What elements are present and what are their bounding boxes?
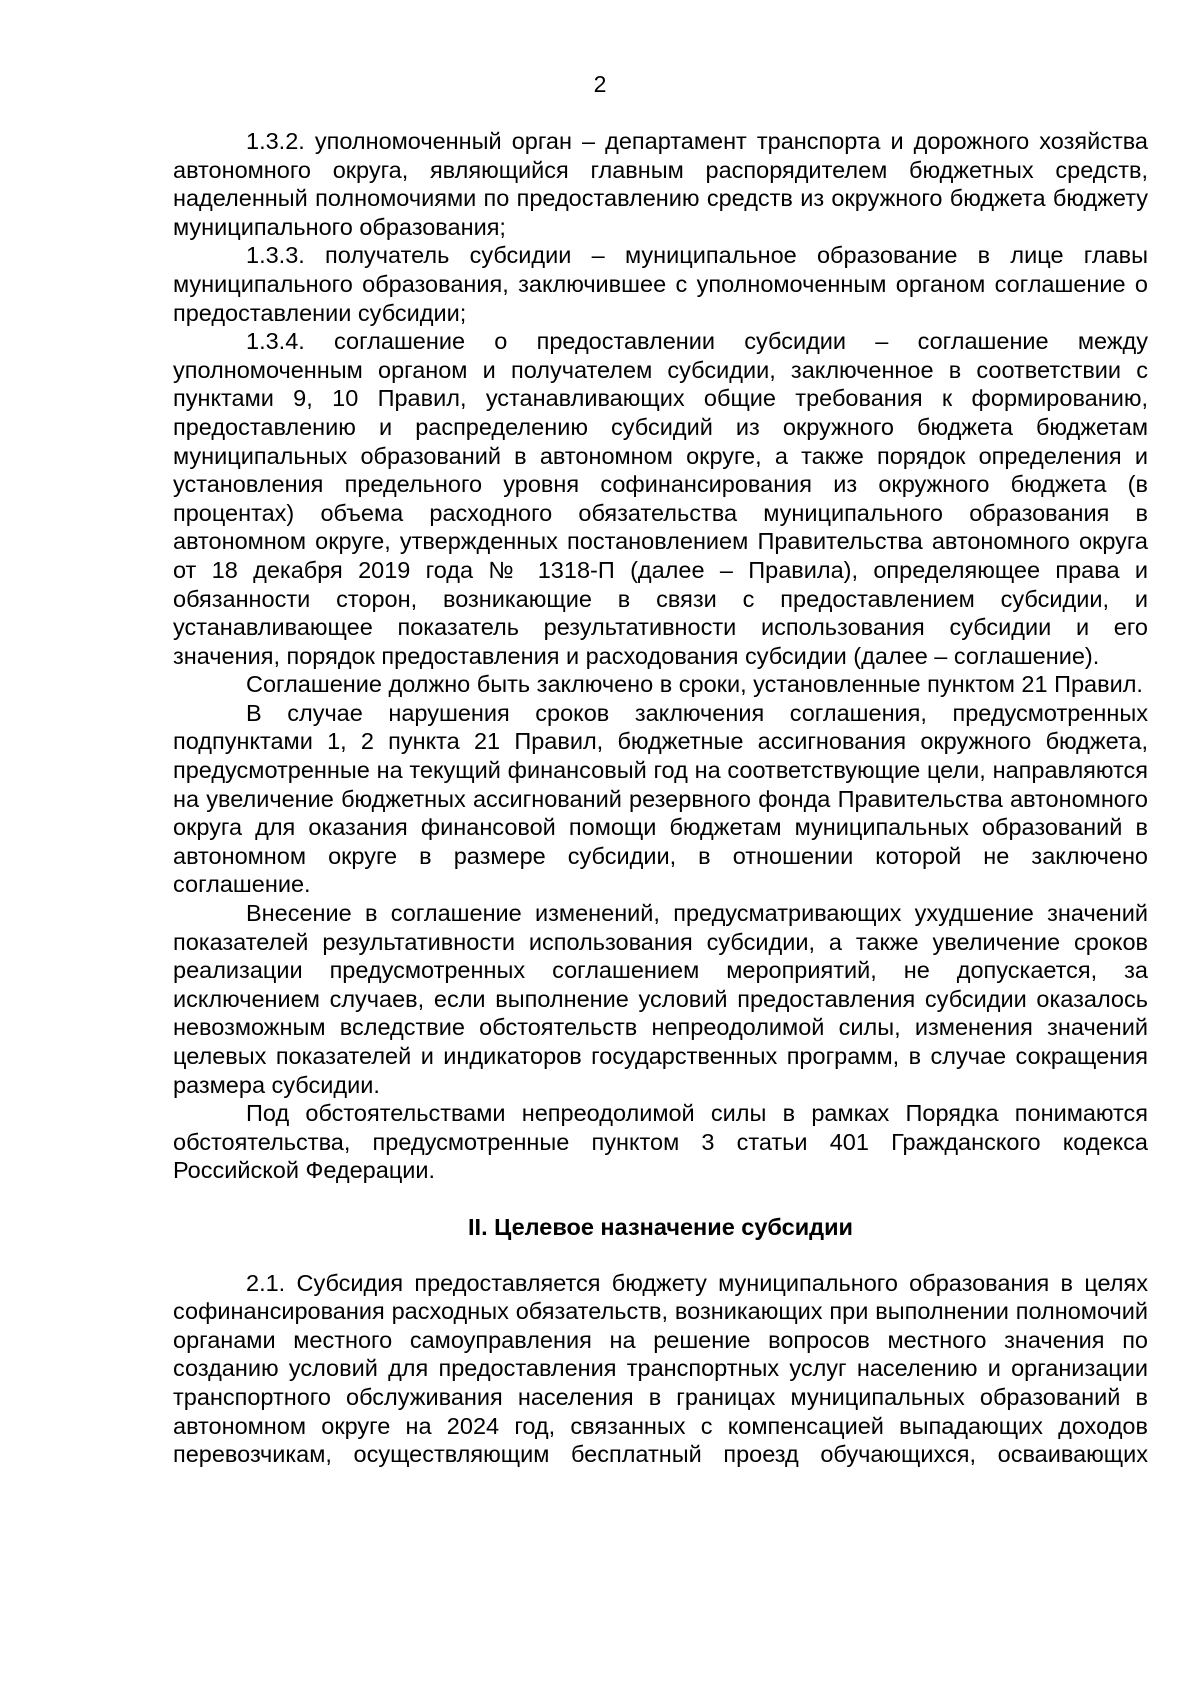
page-number: 2 xyxy=(593,71,607,97)
section-heading: II. Целевое назначение субсидии xyxy=(468,1213,853,1240)
document-body xyxy=(173,127,1148,1469)
paragraph-deadline-violation: В случае нарушения сроков заключения соглашения, предусмотренных подпунктами 1, 2 пункта 21 Правил, бюджетные ассигнования окружного бюджета, предусмотренные на текущий финансовый год на соответствующие цели, направляются на увеличение бюджетных ассигнований резервного фонда Правительства автономного округа для оказания финансовой помощи бюджетам муниципальных образований в автономном округе в размере субсидии, в отношении которой не заключено соглашение. xyxy=(173,699,1148,898)
paragraph-1-3-3: 1.3.3. получатель субсидии – муниципальное образование в лице главы муниципального образования, заключившее с уполномоченным органом соглашение о предоставлении субсидии; xyxy=(173,242,1148,326)
paragraph-1-3-2: 1.3.2. уполномоченный орган – департамент транспорта и дорожного хозяйства автономного округа, являющийся главным распорядителем бюджетных средств, наделенный полномочиями по предоставлению средств из окружного бюджета бюджету муниципального образования; xyxy=(173,128,1148,240)
paragraph-2-1: 2.1. Субсидия предоставляется бюджету муниципального образования в целях софинансирования расходных обязательств, возникающих при выполнении полномочий органами местного самоуправления на решение вопросов местного значения по созданию условий для предоставления транспортных услуг населению и организации транспортного обслуживания населения в границах муниципальных образований в автономном округе на 2024 год, связанных с компенсацией выпадающих доходов перевозчикам, осуществляющим бесплатный проезд обучающихся, осваивающих xyxy=(173,1269,1148,1468)
paragraph-1-3-4: 1.3.4. соглашение о предоставлении субсидии – соглашение между уполномоченным органом и получателем субсидии, заключенное в соответствии с пунктами 9, 10 Правил, устанавливающих общие требования к формированию, предоставлению и распределению субсидий из окружного бюджета бюджетам муниципальных образований в автономном округе, а также порядок определения и установления предельного уровня софинансирования из окружного бюджета (в процентах) объема расходного обязательства муниципального образования в автономном округе, утвержденных постановлением Правительства автономного округа от 18 декабря 2019 года № 1318-П (далее – Правила), определяющее права и обязанности сторон, возникающие в связи с предоставлением субсидии, и устанавливающее показатель результативности использования субсидии и его значения, порядок предоставления и расходования субсидии (далее – соглашение). xyxy=(173,328,1148,669)
paragraph-force-majeure: Под обстоятельствами непреодолимой силы в рамках Порядка понимаются обстоятельства, предусмотренные пунктом 3 статьи 401 Гражданского кодекса Российской Федерации. xyxy=(173,1100,1148,1184)
paragraph-agreement-deadline: Соглашение должно быть заключено в сроки, установленные пунктом 21 Правил. xyxy=(246,671,1143,698)
paragraph-agreement-changes: Внесение в соглашение изменений, предусматривающих ухудшение значений показателей результативности использования субсидии, а также увеличение сроков реализации предусмотренных соглашением мероприятий, не допускается, за исключением случаев, если выполнение условий предоставления субсидии оказалось невозможным вследствие обстоятельств непреодолимой силы, изменения значений целевых показателей и индикаторов государственных программ, в случае сокращения размера субсидии. xyxy=(173,900,1148,1098)
